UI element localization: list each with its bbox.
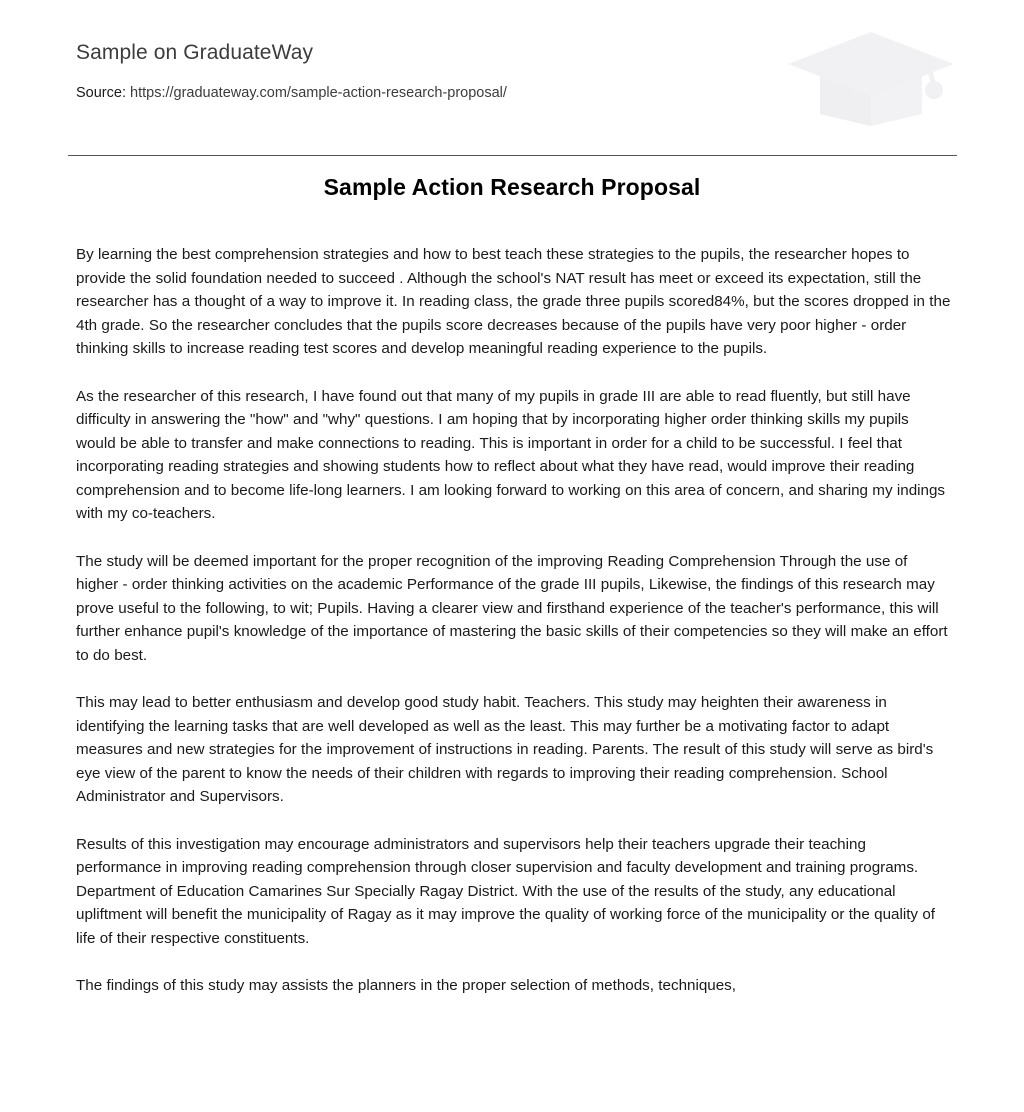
body-paragraph: By learning the best comprehension strategies and how to best teach these strategies to the pupils, the researcher hopes to provide the solid foundation needed to succeed . Although the school's NAT result has meet or exceed its expectation, still the researcher has a thought of a way to improve it. In reading class, the grade three pupils scored84%, but the scores dropped in the 4th grade. So the researcher concludes that the pupils score decreases because of the pupils have very poor higher - order thinking skills to increase reading test scores and develop meaningful reading experience to the pupils. (76, 246, 951, 357)
document-header (0, 0, 1024, 115)
source-url[interactable]: https://graduateway.com/sample-action-research-proposal/ (130, 85, 507, 101)
body-paragraph: As the researcher of this research, I have found out that many of my pupils in grade III are able to read fluently, but still have difficulty in answering the "how" and "why" questions. I am hoping that by incorporating higher order thinking skills my pupils would be able to transfer and make connections to reading. This is important in order for a child to be successful. I feel that incorporating reading strategies and showing students how to reflect about what they have read, would improve their reading comprehension and to become life-long learners. I am looking forward to working on this area of concern, and sharing my indings with my co-teachers. (76, 387, 945, 522)
body-paragraph: The findings of this study may assists the planners in the proper selection of methods, techniques, (76, 977, 736, 994)
document-body (0, 243, 1024, 998)
body-paragraph: The study will be deemed important for the proper recognition of the improving Reading Comprehension Through the use of higher - order thinking activities on the academic Performance of the grade III pupils, Likewise, the findings of this research may prove useful to the following, to wit; Pupils. Having a clearer view and firsthand experience of the teacher's performance, this will further enhance pupil's knowledge of the importance of mastering the basic skills of their competencies so they will make an effort to do best. (76, 552, 948, 664)
body-paragraph: Results of this investigation may encourage administrators and supervisors help their teachers upgrade their teaching performance in improving reading comprehension through closer supervision and faculty development and training programs. Department of Education Camarines Sur Specially Ragay District. With the use of the results of the study, any educational upliftment will benefit the municipality of Ragay as it may improve the quality of working force of the municipality or the quality of life of their respective constituents. (76, 835, 936, 947)
site-name: Sample on GraduateWay (76, 41, 314, 64)
source-line (76, 83, 956, 103)
source-label: Source: (76, 85, 126, 101)
page-title: Sample Action Research Proposal (323, 174, 701, 200)
header-divider (68, 155, 957, 156)
body-paragraph: This may lead to better enthusiasm and develop good study habit. Teachers. This study may heighten their awareness in identifying the learning tasks that are well developed as well as the least. This may further be a motivating factor to adapt measures and new strategies for the improvement of instructions in reading. Parents. The result of this study will serve as bird's eye view of the parent to know the needs of their children with regards to improving their reading comprehension. School Administrator and Supervisors. (76, 694, 934, 805)
